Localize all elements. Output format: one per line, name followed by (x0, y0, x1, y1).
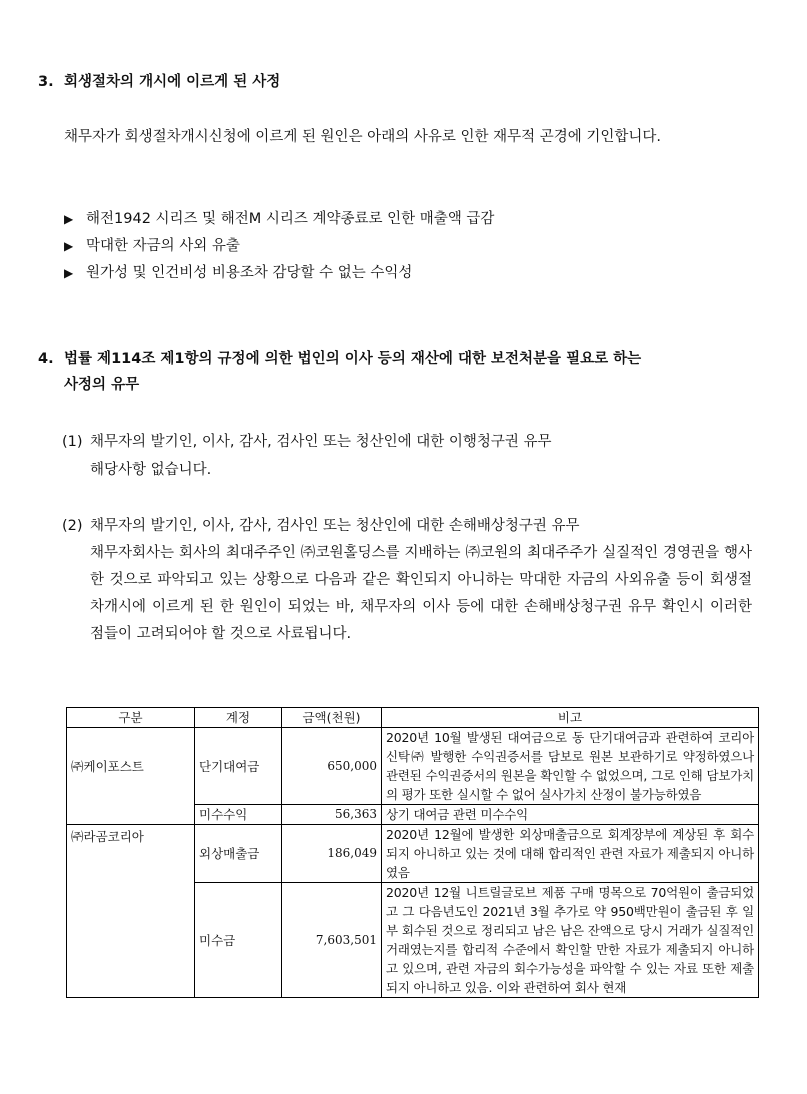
bullet-item (64, 233, 494, 260)
cell-account: 외상매출금 (195, 825, 282, 883)
section-4-title-line-1: 4. 법률 제114조 제1항의 규정에 의한 법인의 이사 등의 재산에 대한 보전처분을 필요로 하는 (38, 346, 752, 372)
section-3-paragraph: 채무자가 회생절차개시신청에 이르게 된 원인은 아래의 사유로 인한 재무적 곤경에 기인합니다. (64, 129, 661, 145)
item-2-title: 채무자의 발기인, 이사, 감사, 검사인 또는 청산인에 대한 손해배상청구권 유무 (90, 518, 580, 534)
header-account: 계정 (195, 708, 282, 728)
section-4-number: 4. (38, 351, 54, 367)
item-1-body: 해당사항 없습니다. (90, 462, 212, 478)
cell-amount: 650,000 (282, 728, 382, 805)
cell-category: ㈜케이포스트 (67, 728, 195, 825)
triangle-bullet-icon: ▶ (64, 239, 74, 253)
bullet-text: 원가성 및 인건비성 비용조차 감당할 수 없는 수익성 (86, 265, 413, 281)
bullet-item (64, 260, 494, 287)
fund-outflow-table (66, 707, 759, 998)
header-amount: 금액(천원) (282, 708, 382, 728)
cell-account: 미수금 (195, 883, 282, 998)
cell-account: 미수수익 (195, 805, 282, 825)
cell-amount: 56,363 (282, 805, 382, 825)
header-note: 비고 (382, 708, 759, 728)
cell-note: 2020년 12월에 발생한 외상매출금으로 회계장부에 계상된 후 회수되지 아니하고 있는 것에 대해 합리적인 관련 자료가 제출되지 아니하였음 (382, 825, 759, 883)
section-3-title: 회생절차의 개시에 이르게 된 사정 (64, 74, 281, 90)
item-1-title: 채무자의 발기인, 이사, 감사, 검사인 또는 청산인에 대한 이행청구권 유무 (90, 434, 552, 450)
cell-note: 2020년 10월 발생된 대여금으로 동 단기대여금과 관련하여 코리아신탁㈜ 발행한 수익권증서를 담보로 원본 보관하기로 약정하였으나 관련된 수익권증서의 원본을 확인할 수 없었으며, 그로 인해 담보가치의 평가 또한 실시할 수 없어 실사가치 산정이 불가능하였음 (382, 728, 759, 805)
bullet-text: 막대한 자금의 사외 유출 (86, 238, 240, 254)
header-category: 구분 (67, 708, 195, 728)
cell-note: 상기 대여금 관련 미수수익 (382, 805, 759, 825)
section-3-bullet-list (64, 206, 494, 287)
item-2-body: 채무자회사는 회사의 최대주주인 ㈜코원홀딩스를 지배하는 ㈜코원의 최대주주가 실질적인 경영권을 행사한 것으로 파악되고 있는 상황으로 다음과 같은 확인되지 아니하는 막대한 자금의 사외유출 등이 회생절차개시에 이르게 된 한 원인이 되었는 바, 채무자의 이사 등에 대한 손해배상청구권 유무 확인시 이러한 점들이 고려되어야 할 것으로 사료됩니다. (90, 545, 752, 642)
table-header-row (67, 708, 759, 728)
cell-note: 2020년 12월 니트릴글로브 제품 구매 명목으로 70억원이 출금되었고 그 다음년도인 2021년 3월 추가로 약 950백만원이 출금된 후 일부 회수된 것으로 정리되고 남은 남은 잔액으로 당시 거래가 실질적인 거래였는지를 합리적 수준에서 확인할 만한 자료가 제출되지 아니하고 있으며, 관련 자금의 회수가능성을 파악할 수 있는 자료 또한 제출되지 아니하고 있음. 이와 관련하여 회사 현재 (382, 883, 759, 998)
cell-amount: 186,049 (282, 825, 382, 883)
item-2-number: (2) (62, 518, 83, 534)
table-row (67, 825, 759, 883)
cell-amount: 7,603,501 (282, 883, 382, 998)
table-row (67, 728, 759, 805)
triangle-bullet-icon: ▶ (64, 266, 74, 280)
section-3-heading (38, 69, 280, 95)
section-4-title-line-2: 사정의 유무 (64, 377, 140, 393)
bullet-text: 해전1942 시리즈 및 해전M 시리즈 계약종료로 인한 매출액 급감 (86, 211, 495, 227)
cell-category: ㈜라곰코리아 (67, 825, 195, 998)
section-3-number: 3. (38, 74, 54, 90)
triangle-bullet-icon: ▶ (64, 212, 74, 226)
item-1-number: (1) (62, 434, 83, 450)
cell-account: 단기대여금 (195, 728, 282, 805)
bullet-item (64, 206, 494, 233)
section-4-heading (38, 346, 752, 398)
